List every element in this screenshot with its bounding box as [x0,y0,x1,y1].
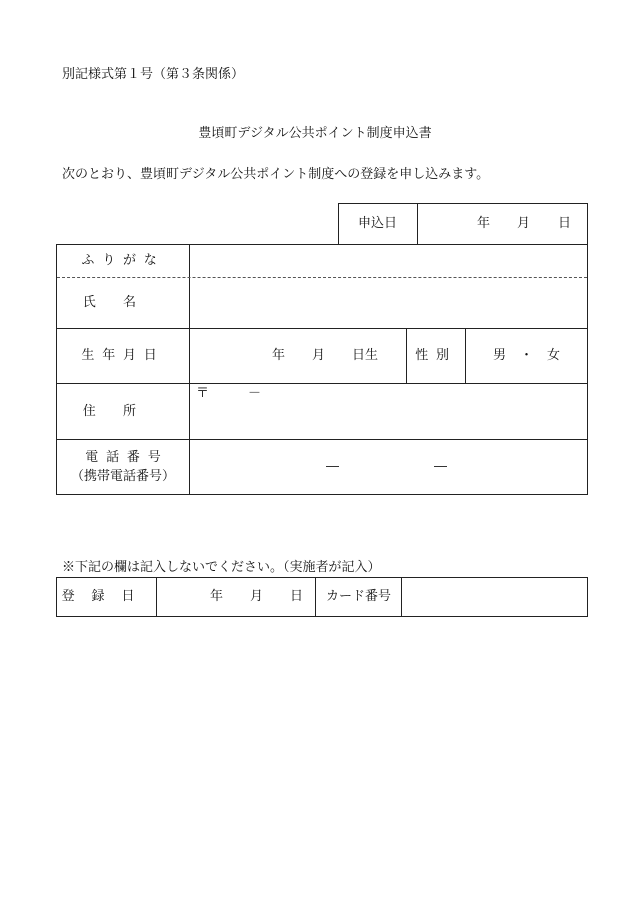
birth-date-field[interactable] [190,329,406,383]
name-input[interactable] [190,278,587,328]
intro-text: 次のとおり、豊頃町デジタル公共ポイント制度への登録を申し込みます。 [62,167,490,182]
application-year-unit: 年 [477,216,491,232]
phone-label-cell [57,440,189,494]
card-number-label: カード番号 [325,589,391,605]
gender-male-option[interactable]: 男 [493,348,507,364]
card-number-field [402,578,587,616]
gender-female-option[interactable]: 女 [547,348,561,364]
gender-separator: ・ [520,348,534,364]
address-label: 住所 [82,403,164,419]
phone-dash-1: ― [326,459,339,475]
birth-year-unit: 年 [272,348,286,364]
office-use-note: ※下記の欄は記入しないでください。（実施者が記入） [62,560,381,575]
postal-mark: 〒 [196,386,210,401]
application-day-unit: 日 [558,216,572,232]
application-date-label: 申込日 [357,216,397,232]
birth-month-unit: 月 [312,348,326,364]
registration-day-unit: 日 [290,589,304,605]
phone-input[interactable] [190,440,587,494]
registration-month-unit: 月 [250,589,264,605]
registration-year-unit: 年 [210,589,224,605]
phone-sublabel: （携帯電話番号） [70,469,175,484]
gender-options[interactable] [466,329,587,383]
name-label: 氏名 [82,295,164,311]
address-input[interactable] [190,384,587,439]
form-title: 豊頃町デジタル公共ポイント制度申込書 [198,126,432,141]
birth-date-label: 生年月日 [81,348,165,364]
application-month-unit: 月 [517,216,531,232]
phone-dash-2: ― [434,459,447,475]
phone-label: 電話番号 [85,449,169,465]
birth-day-unit: 日生 [352,348,379,364]
furigana-input[interactable] [190,245,587,277]
postal-dash: － [248,386,262,401]
registration-date-label: 登録日 [61,589,152,605]
application-date-field[interactable] [417,203,588,245]
form-number: 別記様式第１号（第３条関係） [62,67,245,82]
furigana-label: ふりがな [81,253,165,269]
gender-label: 性別 [415,348,457,364]
registration-date-field [157,578,315,616]
